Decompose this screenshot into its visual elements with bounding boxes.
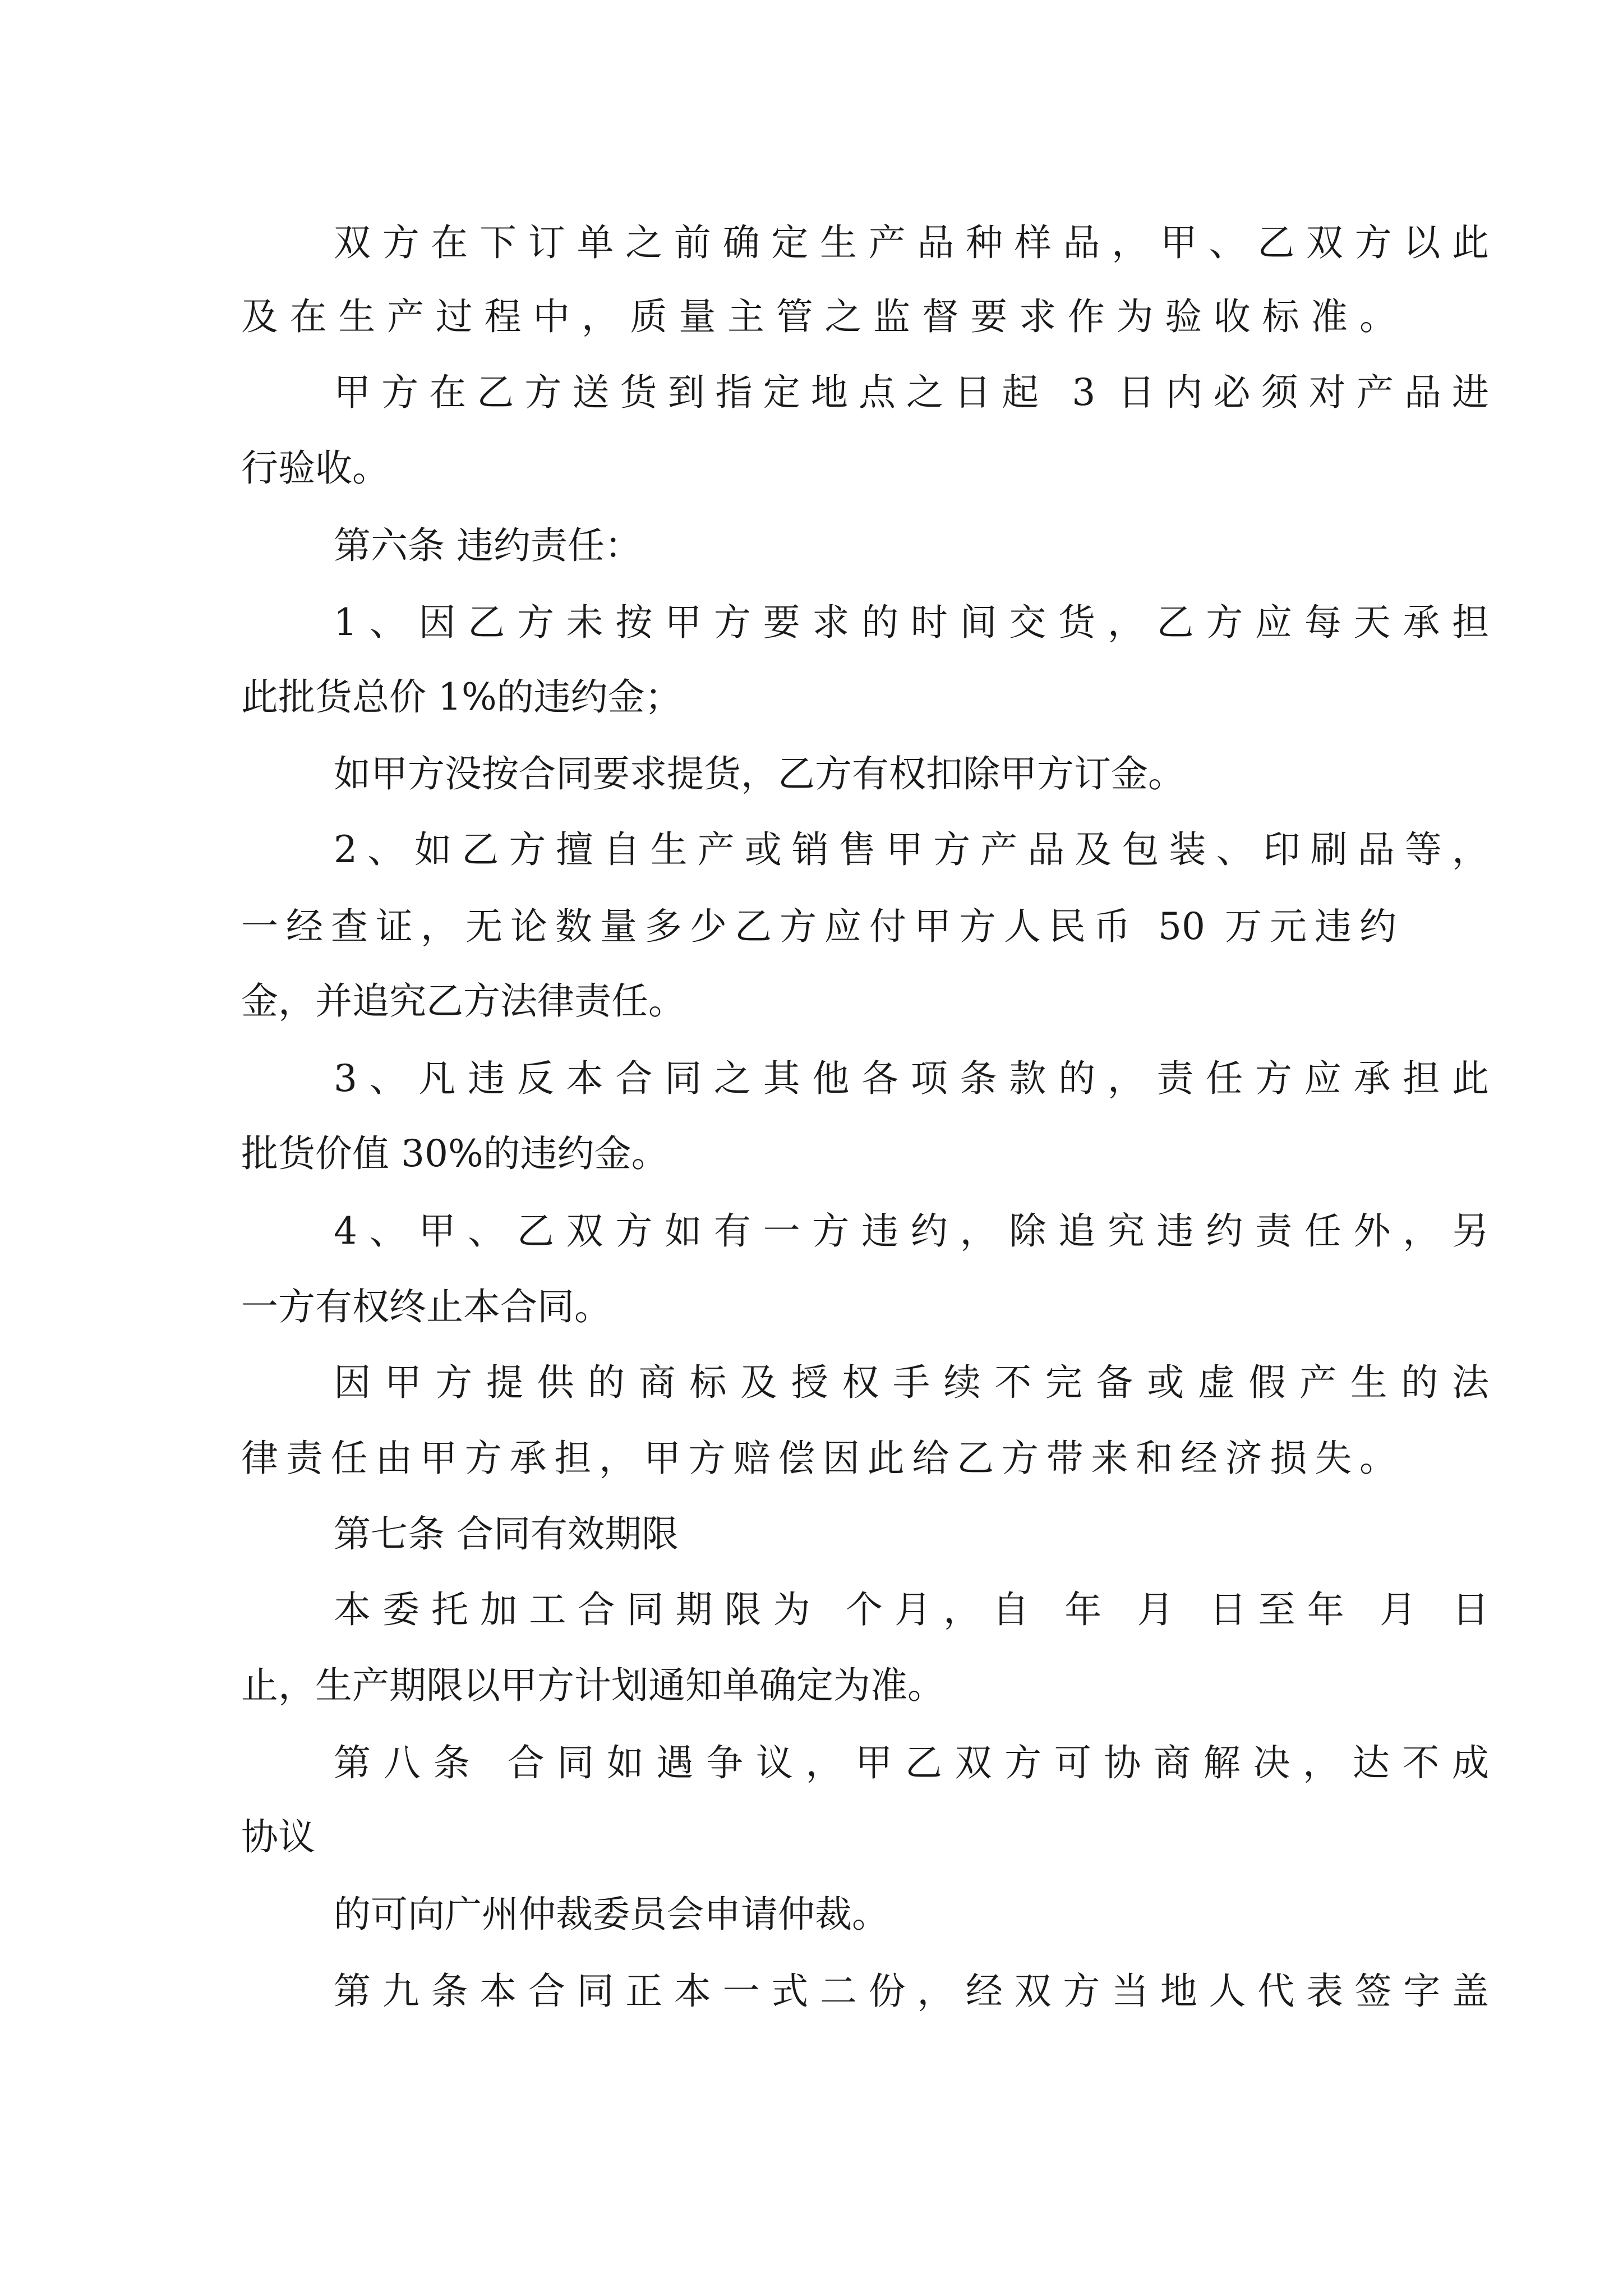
text-line: 2、如乙方擅自生产或销售甲方产品及包装、印刷品等， [334, 828, 1489, 871]
text-line: 因甲方提供的商标及授权手续不完备或虚假产生的法 [334, 1361, 1489, 1404]
text-line: 4、甲、乙双方如有一方违约，除追究违约责任外，另 [334, 1209, 1489, 1253]
text-line: 本委托加工合同期限为 个月，自 年 月 日至年 月 日 [334, 1588, 1489, 1631]
text-line: 金，并追究乙方法律责任。 [241, 979, 685, 1023]
text-line: 如甲方没按合同要求提货，乙方有权扣除甲方订金。 [334, 752, 1185, 795]
text-line: 的可向广州仲裁委员会申请仲裁。 [334, 1893, 889, 1936]
text-line: 律责任由甲方承担，甲方赔偿因此给乙方带来和经济损失。 [241, 1437, 1396, 1480]
text-line: 一经查证，无论数量多少乙方应付甲方人民币 50 万元违约 [241, 905, 1396, 948]
text-line: 批货价值 30%的违约金。 [241, 1132, 668, 1175]
text-line: 此批货总价 1%的违约金； [241, 675, 682, 719]
text-line: 止，生产期限以甲方计划通知单确定为准。 [241, 1664, 944, 1707]
section-heading: 第六条 违约责任： [334, 524, 642, 567]
text-line: 甲方在乙方送货到指定地点之日起 3 日内必须对产品进 [334, 371, 1489, 414]
text-line: 双方在下订单之前确定生产品种样品，甲、乙双方以此 [334, 221, 1489, 264]
text-line: 3、凡违反本合同之其他各项条款的，责任方应承担此 [334, 1057, 1489, 1100]
text-line: 第九条本合同正本一式二份，经双方当地人代表签字盖 [334, 1970, 1489, 2013]
section-heading: 第七条 合同有效期限 [334, 1512, 679, 1556]
text-line: 行验收。 [241, 447, 389, 490]
text-line: 第八条 合同如遇争议，甲乙双方可协商解决，达不成 [334, 1741, 1489, 1784]
text-line: 一方有权终止本合同。 [241, 1285, 611, 1328]
text-line: 协议 [241, 1815, 315, 1858]
text-line: 1、因乙方未按甲方要求的时间交货，乙方应每天承担 [334, 601, 1489, 644]
text-line: 及在生产过程中，质量主管之监督要求作为验收标准。 [241, 295, 1396, 338]
